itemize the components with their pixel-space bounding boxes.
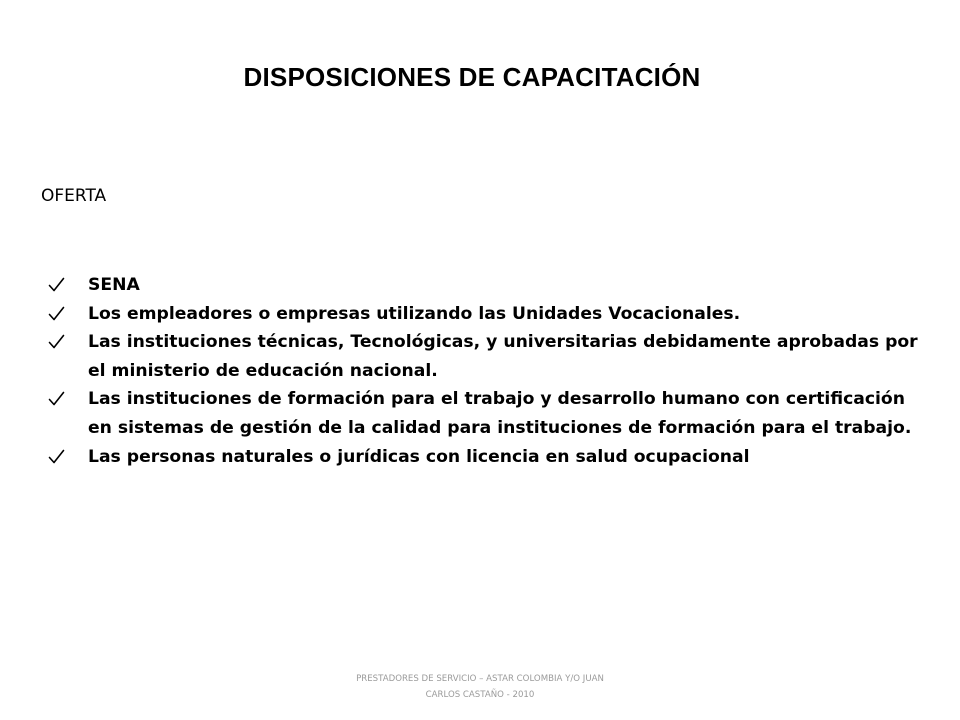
list-item-text: Los empleadores o empresas utilizando las Unidades Vocacionales. <box>88 303 741 324</box>
check-icon <box>48 328 68 356</box>
footer-line: PRESTADORES DE SERVICIO – ASTAR COLOMBIA Y/O JUAN <box>356 674 604 684</box>
list-item <box>41 300 921 329</box>
bullet-list <box>41 271 921 471</box>
check-icon <box>48 443 68 471</box>
slide-footer <box>330 671 630 703</box>
check-icon <box>48 271 68 299</box>
check-icon <box>48 300 68 328</box>
footer-line: CARLOS CASTAÑO - 2010 <box>425 690 535 700</box>
list-item <box>41 385 921 442</box>
slide-title: DISPOSICIONES DE CAPACITACIÓN <box>243 62 701 92</box>
list-item-text: Las personas naturales o jurídicas con licencia en salud ocupacional <box>88 446 750 467</box>
list-item-text: SENA <box>88 275 140 295</box>
list-item <box>41 271 921 300</box>
list-item-text: Las instituciones técnicas, Tecnológicas, y universitarias debidamente aprobadas por el ministerio de educación nacional. <box>88 332 918 381</box>
list-item-text: Las instituciones de formación para el trabajo y desarrollo humano con certificación en sistemas de gestión de la calidad para instituciones de formación para el trabajo. <box>88 389 912 438</box>
list-item <box>41 443 921 472</box>
section-heading: OFERTA <box>41 186 107 206</box>
check-icon <box>48 385 68 413</box>
list-item <box>41 328 921 385</box>
